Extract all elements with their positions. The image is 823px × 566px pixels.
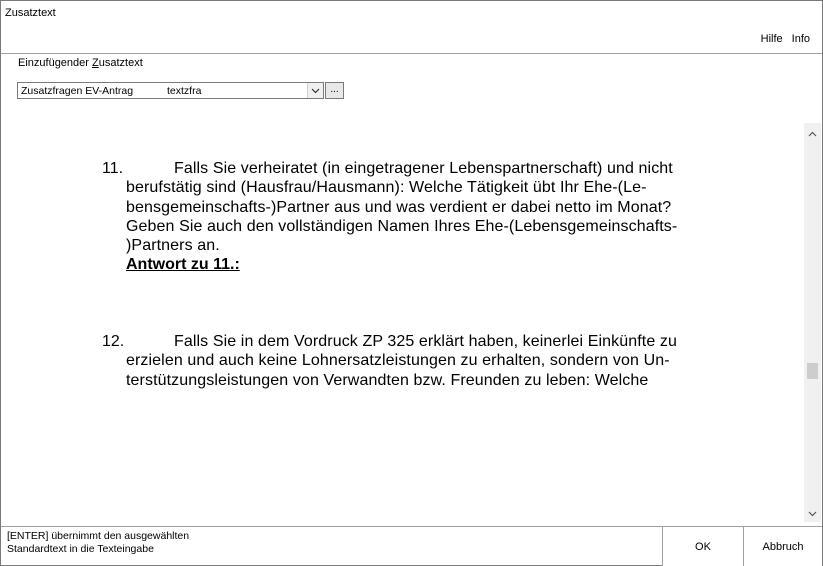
paragraph-line: terstützungsleistungen von Verwandten bzw. Freunden zu leben: Welche [126,371,649,389]
ok-button[interactable]: OK [662,527,743,566]
paragraph-line: erzielen und auch keine Lohnersatzleistungen zu erhalten, sondern von Un- [126,352,670,370]
select-value-name: Zusatzfragen EV-Antrag [21,85,134,97]
paragraph-11 [102,159,752,275]
zusatztext-label-accel: Z [92,57,99,69]
paragraph-line: bensgemeinschafts-)Partner aus und was verdient er dabei netto im Monat? [126,198,672,216]
vertical-scrollbar[interactable] [804,123,821,522]
status-hint [7,530,189,556]
zusatztext-select[interactable] [17,82,324,99]
scrollbar-thumb[interactable] [807,363,818,379]
zusatztext-label [18,57,143,69]
answer-heading: Antwort zu 11.: [126,256,240,274]
paragraph-line: Falls Sie verheiratet (in eingetragener Lebenspartnerschaft) und nicht [174,160,673,177]
cancel-button[interactable]: Abbruch [743,527,822,566]
paragraph-number: 12. [102,333,125,350]
chevron-down-icon[interactable] [307,83,323,98]
status-bar [1,526,822,566]
menu-info[interactable]: Info [791,33,810,45]
paragraph-line: berufstätig sind (Hausfrau/Hausmann): Welche Tätigkeit übt Ihr Ehe-(Le- [126,179,647,197]
separator [1,53,822,54]
zusatztext-label-pre: Einzufügender [18,57,92,69]
paragraph-number: 11. [102,160,124,177]
zusatztext-label-post: usatztext [98,57,143,69]
status-line: Standardtext in die Texteingabe [7,543,154,555]
paragraph-12 [102,332,752,390]
paragraph-line: Falls Sie in dem Vordruck ZP 325 erklärt haben, keinerlei Einkünfte zu [174,333,677,350]
menu-help[interactable]: Hilfe [760,33,783,45]
status-line: [ENTER] übernimmt den ausgewählten [7,530,190,542]
paragraph-line: Geben Sie auch den vollständigen Namen Ihres Ehe-(Lebensgemeinschafts- [126,217,678,235]
paragraph-line: )Partners an. [126,237,220,255]
scroll-down-icon[interactable] [804,505,821,522]
document-preview[interactable] [2,119,804,522]
menu-bar [761,33,810,45]
scroll-up-icon[interactable] [804,125,821,142]
select-value-code: textzfra [167,85,202,97]
window-title: Zusatztext [5,7,56,19]
browse-button[interactable]: ... [325,82,344,99]
